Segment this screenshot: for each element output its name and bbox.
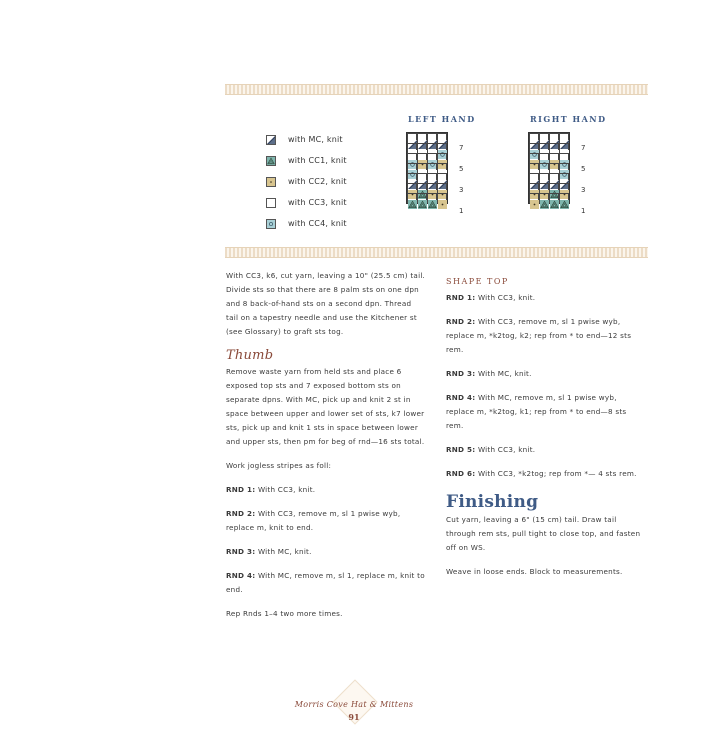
chart-cell-cc4 [559,163,569,173]
chart-cell-mc [407,133,417,143]
chart-cell-cc3 [417,163,427,173]
row-label: 3 [581,186,586,194]
cc4-symbol-icon [266,219,276,229]
shape-round-1: RND 1: With CC3, knit. [446,293,536,302]
chart-cell-mc [549,133,559,143]
chart-cell-cc2 [407,183,417,193]
chart-cell-cc1 [559,193,569,203]
chart-cell-cc1 [549,193,559,203]
thumb-round-3: RND 3: With MC, knit. [226,547,312,556]
chart-cell-mc [417,133,427,143]
chart-cell-mc [539,133,549,143]
chart-cell-cc3 [549,143,559,153]
chart-cell-cc4 [529,143,539,153]
chart-cell-mc [549,173,559,183]
thumb-round-2: RND 2: With CC3, remove m, sl 1 pwise wyb, replace m, knit to end. [226,509,401,532]
bottom-decorative-band [225,247,648,258]
chart-cell-cc3 [539,163,549,173]
chart-cell-mc [407,173,417,183]
legend-item-cc2 [266,175,347,188]
chart-cell-cc3 [427,143,437,153]
chart-cell-cc2 [437,183,447,193]
cc1-symbol-icon [266,156,276,166]
row-label: 7 [459,144,464,152]
cc3-symbol-icon [266,198,276,208]
row-label: 5 [581,165,586,173]
shape-round-5: RND 5: With CC3, knit. [446,445,536,454]
chart-cell-mc [427,173,437,183]
chart-cell-cc4 [437,143,447,153]
chart-cell-cc4 [407,153,417,163]
chart-cell-mc [559,133,569,143]
chart-cell-mc [559,173,569,183]
intro-paragraph: With CC3, k6, cut yarn, leaving a 10" (25.5 cm) tail. Divide sts so that there are 8 palm sts on one dpn and 8 back-of-hand sts on a second dpn. Thread tail on a tapestry needle and use the Kitchener st (see Glossary) to graft sts tog. [226,271,426,336]
chart-cell-cc2 [437,153,447,163]
chart-cell-mc [437,173,447,183]
shape-round-3: RND 3: With MC, knit. [446,369,532,378]
page-number: 91 [348,712,360,722]
right-hand-chart [528,132,570,204]
chart-cell-cc2 [437,193,447,203]
chart-cell-cc3 [427,163,437,173]
legend-item-cc4 [266,217,347,230]
chart-cell-cc1 [427,193,437,203]
top-decorative-band [225,84,648,95]
mc-symbol-icon [266,135,276,145]
chart-cell-cc1 [549,183,559,193]
left-text-column [226,269,426,631]
chart-cell-cc2 [427,183,437,193]
chart-cell-cc3 [539,143,549,153]
row-label: 1 [459,207,464,215]
thumb-heading: Thumb [226,348,274,363]
legend-label: with CC3, knit [288,198,347,207]
chart-cell-cc3 [549,163,559,173]
legend-item-cc1 [266,154,347,167]
chart-cell-mc [417,173,427,183]
chart-cell-cc4 [559,153,569,163]
row-label: 1 [581,207,586,215]
shape-round-2: RND 2: With CC3, remove m, sl 1 pwise wyb, replace m, *k2tog, k2; rep from * to end—12 sts rem. [446,317,632,354]
chart-cell-cc3 [417,143,427,153]
legend-label: with CC4, knit [288,219,347,228]
finishing-heading: Finishing [446,492,539,512]
chart-cell-mc [539,173,549,183]
thumb-round-1: RND 1: With CC3, knit. [226,485,316,494]
chart-cell-cc2 [529,153,539,163]
legend-label: with MC, knit [288,135,343,144]
chart-cell-mc [529,133,539,143]
legend-item-mc [266,133,343,146]
cc2-symbol-icon [266,177,276,187]
right-text-column [446,275,642,589]
chart-cell-cc1 [407,193,417,203]
legend-label: with CC1, knit [288,156,347,165]
repeat-paragraph: Rep Rnds 1–4 two more times. [226,609,343,618]
row-label: 5 [459,165,464,173]
footer-title: Morris Cove Hat & Mittens [294,700,414,709]
shape-round-4: RND 4: With MC, remove m, sl 1 pwise wyb, replace m, *k2tog, k1; rep from * to end—8 sts rem. [446,393,627,430]
chart-cell-cc2 [529,193,539,203]
chart-cell-cc1 [417,183,427,193]
shape-round-6: RND 6: With CC3, *k2tog; rep from *— 4 sts rem. [446,469,637,478]
chart-cell-mc [427,133,437,143]
chart-cell-cc4 [539,153,549,163]
finishing-paragraph: Cut yarn, leaving a 6" (15 cm) tail. Draw tail through rem sts, pull tight to close top, and fasten off on WS. [446,515,641,552]
chart-cell-cc3 [529,163,539,173]
thumb-round-4: RND 4: With MC, remove m, sl 1, replace m, knit to end. [226,571,425,594]
legend-label: with CC2, knit [288,177,347,186]
chart-cell-cc2 [539,183,549,193]
shape-top-heading: SHAPE TOP [446,277,509,286]
chart-cell-cc2 [549,153,559,163]
legend-item-cc3 [266,196,347,209]
left-hand-title: LEFT HAND [408,114,476,124]
thumb-paragraph: Remove waste yarn from held sts and place 6 exposed top sts and 7 exposed bottom sts on separate dpns. With MC, pick up and knit 2 st in space between upper and lower set of sts, k7 lower sts, pick up and knit 1 sts in space between lower and upper sts, then pm for beg of rnd—16 sts total. [226,367,425,446]
chart-cell-cc2 [417,153,427,163]
row-label: 3 [459,186,464,194]
chart-cell-cc2 [529,183,539,193]
chart-cell-cc3 [559,143,569,153]
chart-cell-cc4 [427,153,437,163]
chart-cell-mc [437,133,447,143]
chart-cell-cc2 [559,183,569,193]
chart-cell-cc3 [437,163,447,173]
right-hand-title: RIGHT HAND [530,114,607,124]
left-hand-chart [406,132,448,204]
chart-cell-cc1 [417,193,427,203]
weave-paragraph: Weave in loose ends. Block to measurements. [446,567,623,576]
chart-cell-mc [529,173,539,183]
chart-cell-cc3 [407,143,417,153]
row-label: 7 [581,144,586,152]
stripes-intro: Work jogless stripes as foll: [226,461,332,470]
chart-cell-cc4 [407,163,417,173]
chart-cell-cc1 [539,193,549,203]
